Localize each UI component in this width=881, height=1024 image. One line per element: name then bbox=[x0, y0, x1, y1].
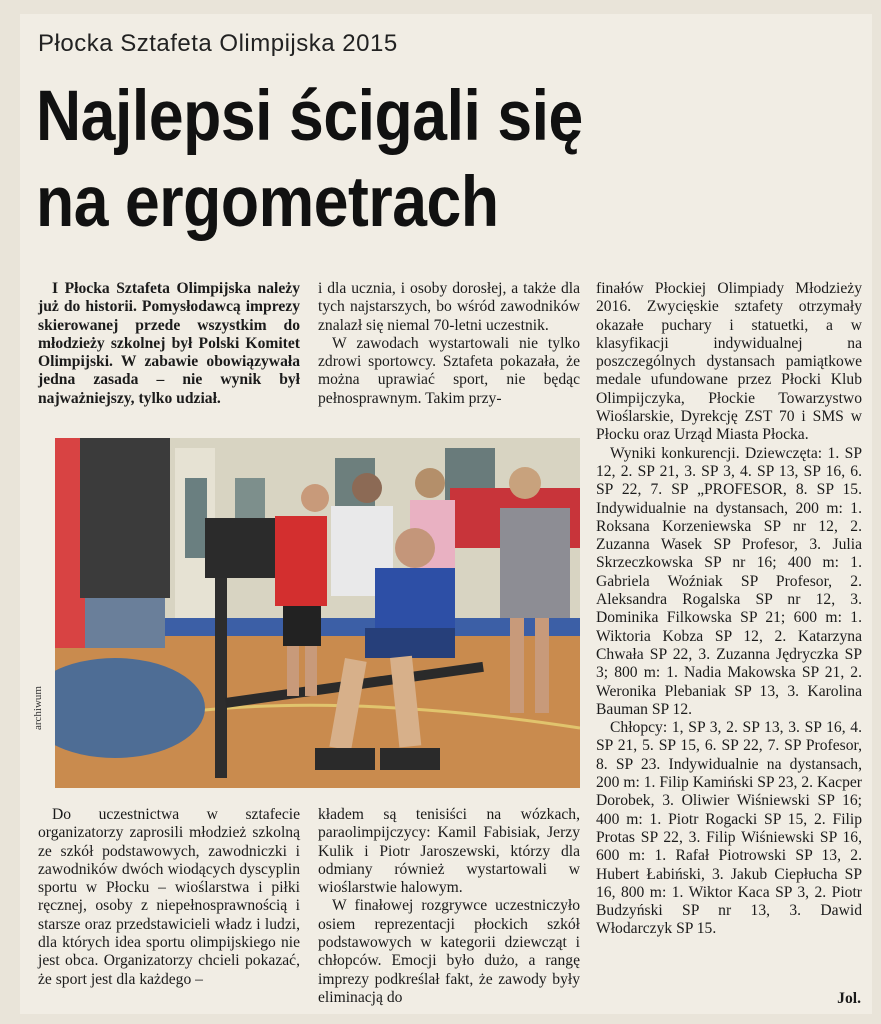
column-4 bbox=[38, 806, 300, 989]
headline-line-1: Najlepsi ścigali się bbox=[36, 77, 583, 156]
rowing-ergometer-photo bbox=[55, 438, 580, 788]
headline bbox=[36, 74, 740, 246]
author-signature: Jol. bbox=[837, 990, 861, 1007]
paragraph: finałów Płockiej Olimpiady Młodzieży 2016. Zwycięskie sztafety otrzymały okazałe puchary i statuetki, a w klasyfikacji indywidualnej na poszczególnych dystansach pamiątkowe medale ufundowane przez Płocki Klub Olimpijczyka, Płockie Towarzystwo Wioślarskie, Dyrekcję ZST 70 i SMS w Płocku oraz Urząd Miasta Płocka. bbox=[596, 280, 862, 444]
headline-line-2: na ergometrach bbox=[36, 163, 499, 242]
results-girls: Wyniki konkurencji. Dziewczęta: 1. SP 12, 2. SP 21, 3. SP 3, 4. SP 13, SP 16, 6. SP 22, 7. SP „PROFESOR, 8. SP 15. Indywidualnie na dystansach, 200 m: 1. Roksana Korzeniewska SP nr 12, 2. Zuzanna Wasek SP Profesor, 3. Julia Skrzeczkowska SP nr 16; 400 m: 1. Gabriela Woźniak SP Profesor, 2. Aleksandra Rogalska SP nr 12, 3. Dominika Filkowska SP 21; 600 m: 1. Wiktoria Kobza SP 12, 2. Katarzyna Chwała SP 22, 3. Zuzanna Jędryczka SP 3; 800 m: 1. Nadia Makowska SP 21, 2. Weronika Plebaniak SP 13, 3. Karolina Bauman SP 12. bbox=[596, 444, 862, 718]
results-boys: Chłopcy: 1, SP 3, 2. SP 13, 3. SP 16, 4. SP 21, 5. SP 15, 6. SP 22, 7. SP Profesor, 8. SP 23. Indywidualnie na dystansach, 200 m: 1. Filip Kamiński SP 23, 2. Kacper Dorobek, 3. Oliwier Wiśniewski SP 16; 400 m: 1. Piotr Rogacki SP 15, 2. Filip Protas SP 22, 3. Filip Wiśniewski SP 16, 600 m: 1. Rafał Piotrowski SP 13, 2. Hubert Łabiński, 3. Jakub Ciepłucha SP 16, 800 m: 1. Wiktor Kaca SP 3, 2. Piotr Budzyński SP nr 13, 3. Dawid Włodarczyk SP 15. bbox=[596, 719, 862, 938]
paragraph: W zawodach wystartowali nie tylko zdrowi sportowcy. Sztafeta pokazała, że można uprawiać sport, nie będąc pełnosprawnym. Takim przy- bbox=[318, 334, 580, 407]
paragraph: i dla ucznia, i osoby dorosłej, a także dla tych najstarszych, bo wśród zawodników znalazł się niemal 70-letni uczestnik. bbox=[318, 280, 580, 334]
column-2 bbox=[318, 280, 580, 408]
paragraph: W finałowej rozgrywce uczestniczyło osiem reprezentacji płockich szkół podstawowych w kategorii dziewcząt i chłopców. Emocji było dużo, a rangę imprezy podkreślał fakt, że zawody były eliminacją do bbox=[318, 897, 580, 1006]
paragraph: kładem są tenisiści na wózkach, paraolimpijczycy: Kamil Fabisiak, Jerzy Kulik i Piotr Jaroszewski, którzy dla odmiany również wystartowali w wioślarstwie halowym. bbox=[318, 806, 580, 897]
paragraph: Do uczestnictwa w sztafecie organizatorzy zaprosili młodzież szkolną ze szkół podstawowych, zawodniczki i zawodników dwóch wiodących dyscyplin sportu w Płocku – wioślarstwa i piłki ręcznej, osoby z niepełnosprawnością i starsze oraz przedstawicieli władz i ludzi, dla których idea sportu olimpijskiego nie jest obca. Organizatorzy chcieli pokazać, że sport jest dla każdego – bbox=[38, 806, 300, 988]
column-3 bbox=[596, 280, 862, 939]
photo-credit: archiwum bbox=[32, 686, 44, 730]
column-1 bbox=[38, 280, 300, 408]
lead-paragraph: I Płocka Sztafeta Olimpijska należy już do historii. Pomysłodawcą imprezy skierowanej przede wszystkim do młodzieży szkolnej był Polski Komitet Olimpijski. W zabawie obowiązywała jedna zasada – nie wynik był najważniejszy, tylko udział. bbox=[38, 280, 300, 407]
kicker: Płocka Sztafeta Olimpijska 2015 bbox=[38, 30, 398, 57]
article-photo bbox=[55, 438, 580, 788]
column-5 bbox=[318, 806, 580, 1007]
